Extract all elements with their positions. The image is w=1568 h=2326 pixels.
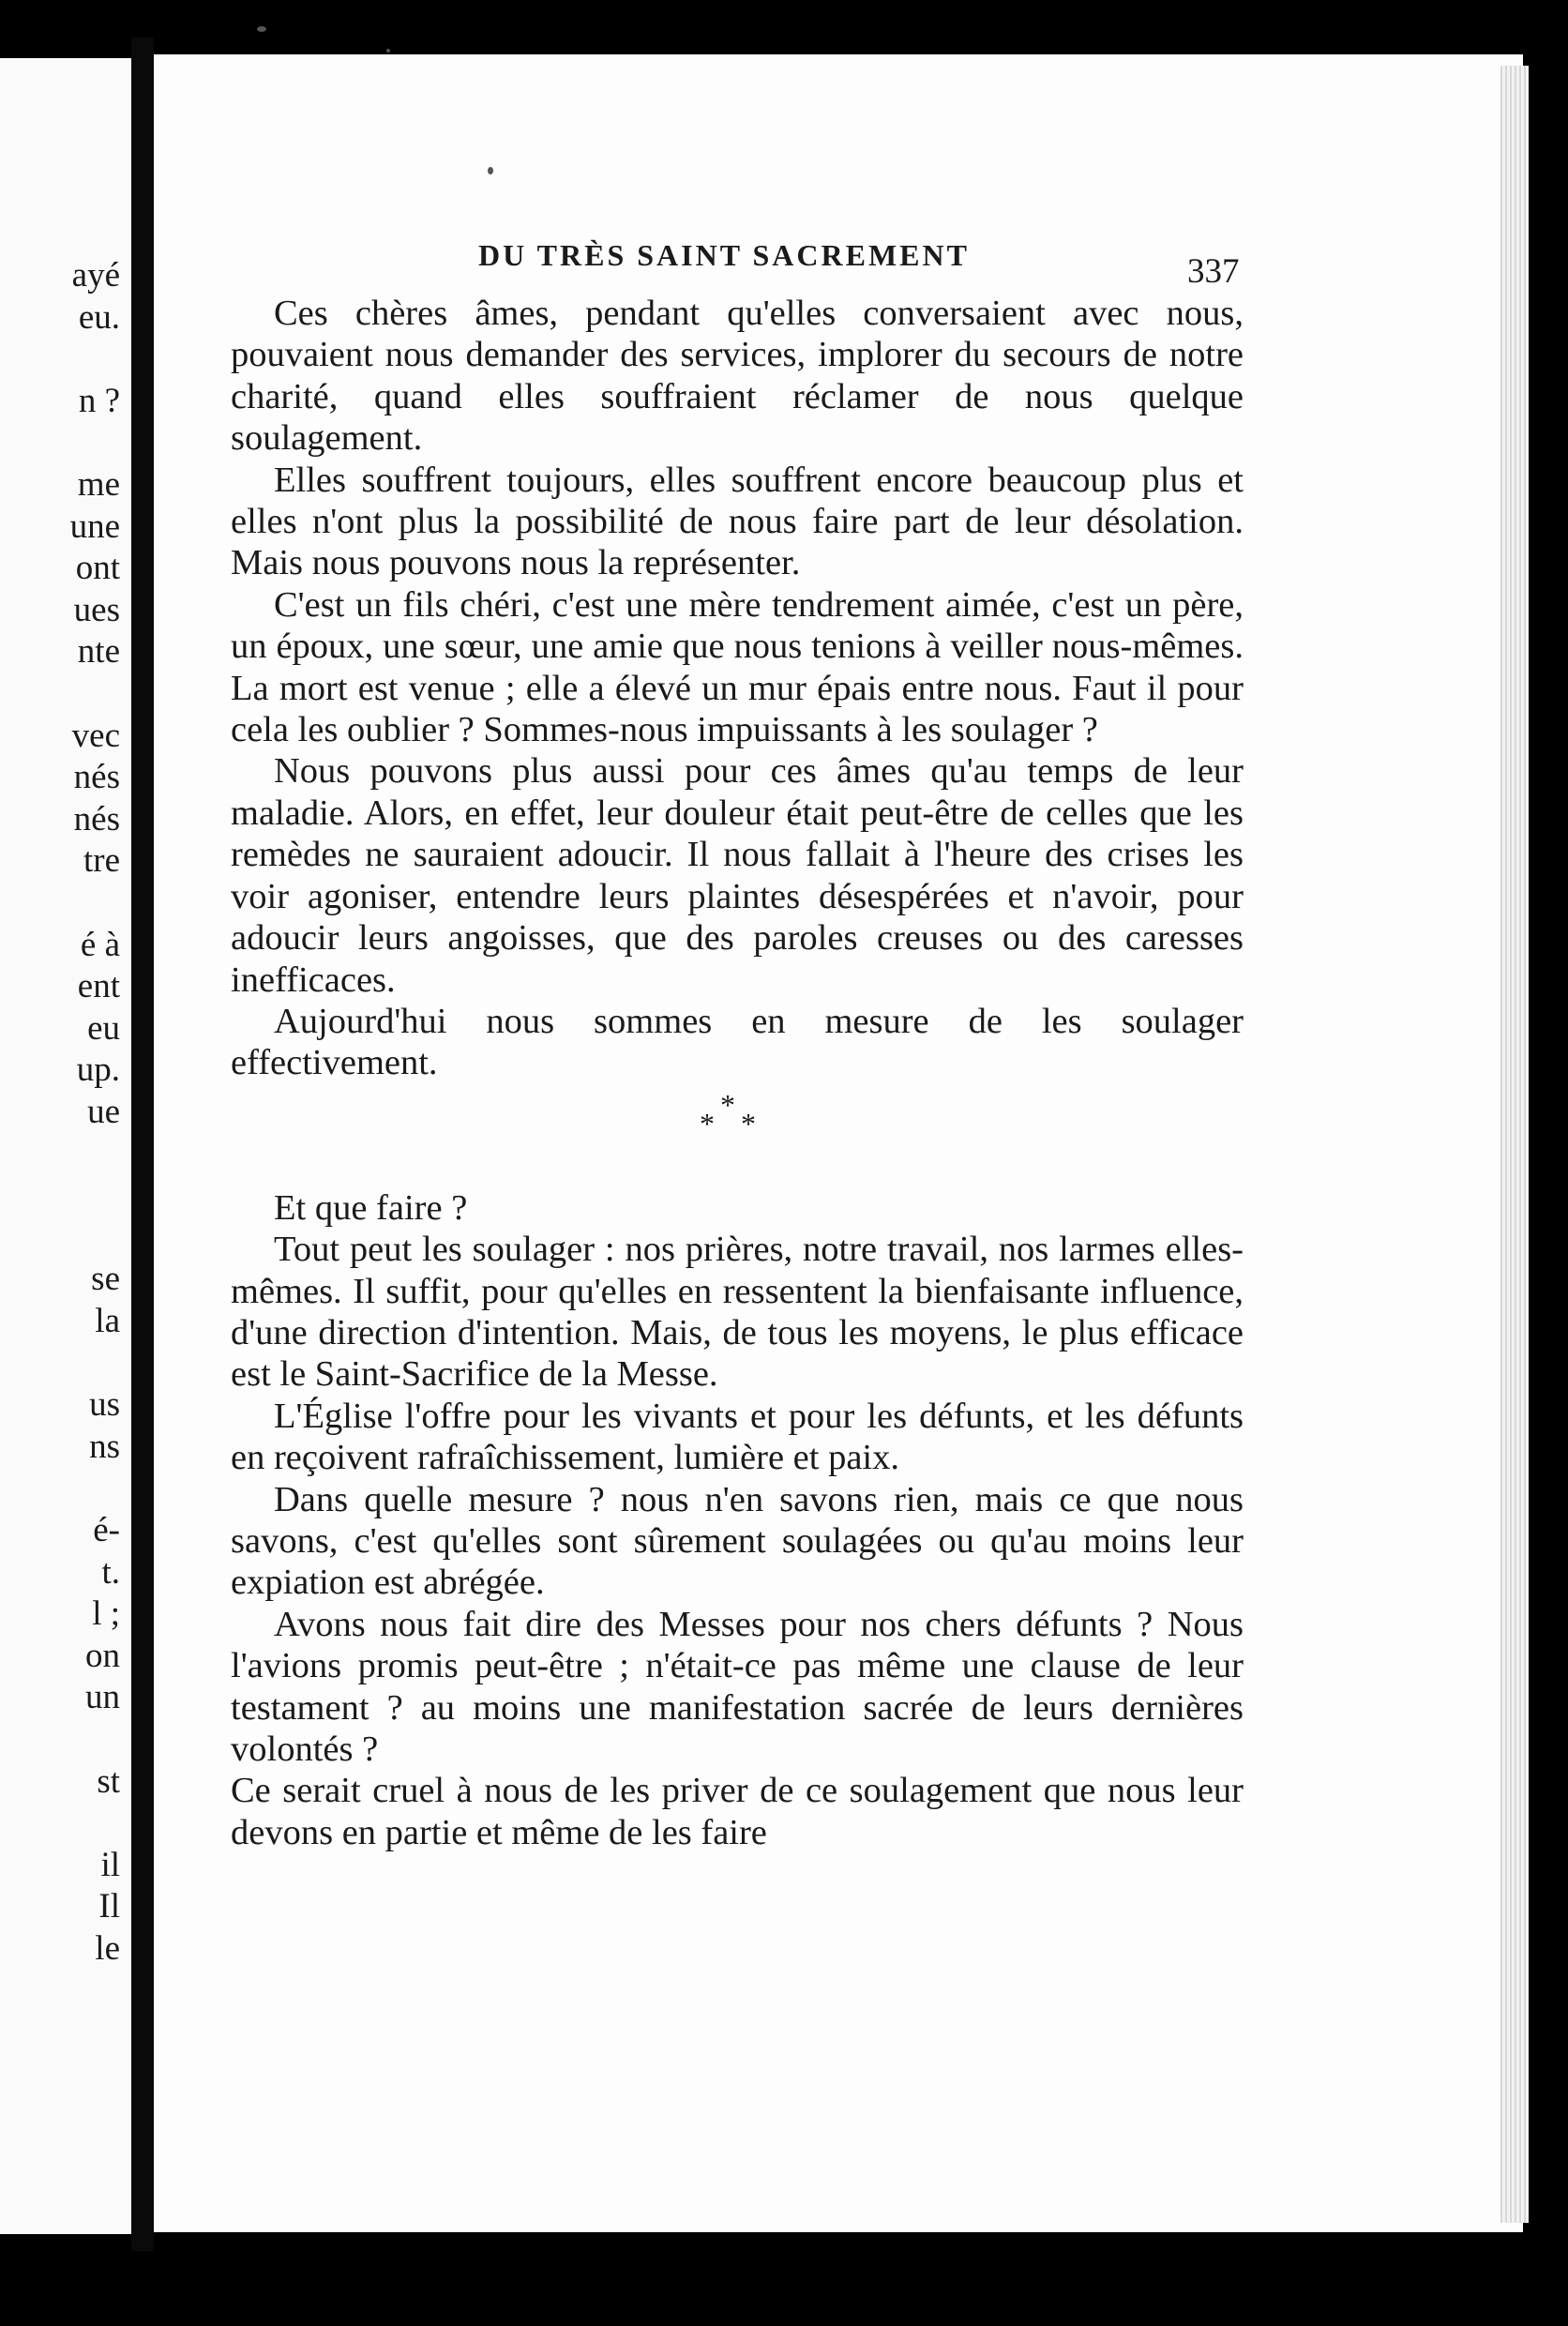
paragraph: Avons nous fait dire des Messes pour nos chers défunts ? Nous l'avions promis peut-être ; n'était-ce pas même une clause de leur testament ? au moins une manifestation sacrée de leurs dernières volontés ? xyxy=(231,1604,1244,1769)
scan-speck xyxy=(488,167,493,174)
scan-speck xyxy=(257,26,266,32)
facing-page-fragment: us xyxy=(89,1385,120,1425)
facing-page-fragment: eu. xyxy=(78,297,120,337)
facing-page-fragment: nte xyxy=(77,632,120,672)
facing-page-fragment: nés xyxy=(73,758,120,797)
facing-page-fragment: une xyxy=(69,506,120,546)
facing-page-fragment: é à xyxy=(80,925,120,964)
asterism-star: * xyxy=(700,1106,715,1140)
facing-page-fragment: le xyxy=(95,1929,120,1968)
paragraph: L'Église l'offre pour les vivants et pour les défunts, et les défunts en reçoivent rafraîchissement, lumière et paix. xyxy=(231,1396,1244,1478)
facing-page-fragment: é- xyxy=(93,1511,120,1549)
page-stack-edge xyxy=(1500,66,1529,2223)
facing-page-fragment: ayé xyxy=(71,256,120,295)
section-ornament xyxy=(231,1084,1244,1187)
asterism-star: * xyxy=(720,1087,735,1122)
paragraph: Nous pouvons plus aussi pour ces âmes qu'au temps de leur maladie. Alors, en effet, leur douleur était peut-être de celles que les remèdes ne sauraient adoucir. Il nous fallait à l'heure des crises les voir agoniser, entendre leurs plaintes désespérées et n'avoir, pour adoucir leurs angoisses, que des paroles creuses ou des caresses inefficaces. xyxy=(231,751,1244,1000)
facing-page-fragment: up. xyxy=(76,1050,120,1090)
paragraph: Tout peut les soulager : nos prières, notre travail, nos larmes elles-mêmes. Il suffit, pour qu'elles en ressentent la bienfaisante influence, d'une direction d'intention. Mais, de tous les moyens, le plus efficace est le Saint-Sacrifice de la Messe. xyxy=(231,1230,1244,1395)
scan-speck xyxy=(386,49,390,53)
facing-page-fragment: un xyxy=(85,1678,120,1717)
facing-page-fragment: il xyxy=(100,1845,120,1884)
facing-page-fragment: ues xyxy=(73,590,120,629)
facing-page-fragment: on xyxy=(85,1636,120,1675)
paragraph: Ces chères âmes, pendant qu'elles conversaient avec nous, pouvaient nous demander des services, implorer du secours de notre charité, quand elles souffraient réclamer de nous quelque soulagement. xyxy=(231,294,1244,459)
paragraph: Aujourd'hui nous sommes en mesure de les soulager effectivement. xyxy=(231,1001,1244,1083)
facing-page-fragment: eu xyxy=(87,1008,120,1048)
body-text xyxy=(231,293,1244,1853)
facing-page-fragment: Il xyxy=(98,1887,120,1926)
facing-page-fragment: me xyxy=(77,465,120,504)
facing-page-edge xyxy=(0,58,131,2234)
paragraph: Ce serait cruel à nous de les priver de ce soulagement que nous leur devons en partie et même de les faire xyxy=(231,1771,1244,1852)
facing-page-fragment: vec xyxy=(71,716,120,755)
facing-page-fragment: n ? xyxy=(78,381,120,420)
facing-page-fragment: nés xyxy=(73,799,120,838)
facing-page-fragment: ns xyxy=(89,1427,120,1466)
facing-page-fragment: tre xyxy=(83,841,120,881)
paragraph: Elles souffrent toujours, elles souffrent encore beaucoup plus et elles n'ont plus la possibilité de nous faire part de leur désolation. Mais nous pouvons nous la représenter. xyxy=(231,460,1244,583)
paragraph: Et que faire ? xyxy=(274,1187,468,1228)
page-number: 337 xyxy=(1187,252,1240,291)
facing-page-fragment: st xyxy=(97,1761,120,1801)
facing-page-fragment: se xyxy=(91,1260,120,1299)
facing-page-fragment: t. xyxy=(101,1552,120,1592)
facing-page-fragment: ont xyxy=(75,549,120,588)
facing-page-fragment: la xyxy=(95,1302,120,1340)
running-head: DU TRÈS SAINT SACREMENT xyxy=(478,238,970,272)
facing-page-fragment: ue xyxy=(87,1093,120,1131)
asterism-star: * xyxy=(741,1106,756,1140)
facing-page-fragment: ent xyxy=(77,967,120,1006)
paragraph: Dans quelle mesure ? nous n'en savons rien, mais ce que nous savons, c'est qu'elles sont sûrement soulagées ou qu'au moins leur expiation est abrégée. xyxy=(231,1479,1244,1603)
book-gutter xyxy=(131,38,154,2251)
facing-page-fragment: l ; xyxy=(92,1594,120,1634)
paragraph: C'est un fils chéri, c'est une mère tendrement aimée, c'est un père, un époux, une sœur, une amie que nous tenions à veiller nous-mêmes. La mort est venue ; elle a élevé un mur épais entre nous. Faut il pour cela les oublier ? Sommes-nous impuissants à les soulager ? xyxy=(231,584,1244,750)
